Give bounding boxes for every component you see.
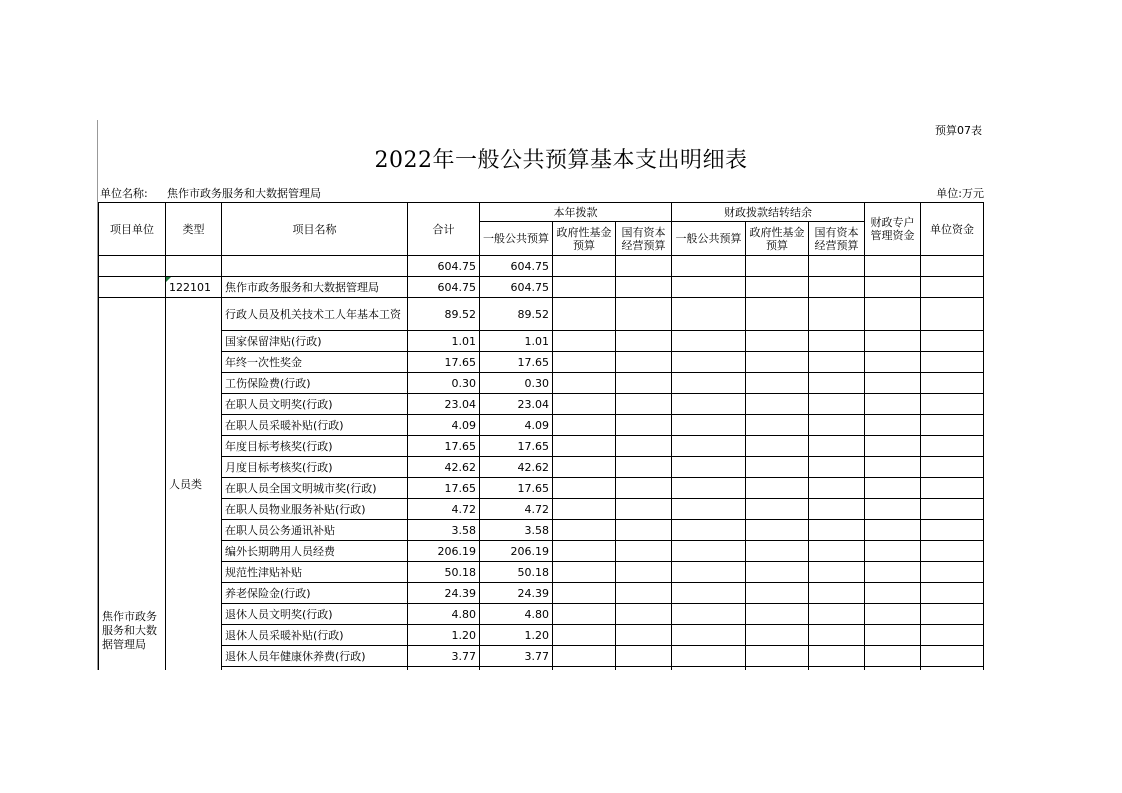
row-general: 17.65 xyxy=(480,352,553,373)
header-general-budget: 一般公共预算 xyxy=(480,222,553,256)
unit-name: 焦作市政务服务和大数据管理局 xyxy=(167,187,321,200)
row-total: 4.09 xyxy=(408,415,480,436)
row-general: 42.62 xyxy=(480,457,553,478)
table-row xyxy=(99,415,984,436)
row-name: 月度目标考核奖(行政) xyxy=(222,457,408,478)
row-total: 604.75 xyxy=(408,256,480,277)
row-name: 养老保险金(行政) xyxy=(222,583,408,604)
group-type: 人员类 xyxy=(166,298,222,670)
row-name: 在职人员全国文明城市奖(行政) xyxy=(222,478,408,499)
currency-unit: 单位:万元 xyxy=(936,187,984,200)
row-name: 编外长期聘用人员经费 xyxy=(222,541,408,562)
row-general: 3.77 xyxy=(480,646,553,667)
table-row xyxy=(99,499,984,520)
row-general: 4.72 xyxy=(480,499,553,520)
row-name: 规范性津贴补贴 xyxy=(222,562,408,583)
row-name: 在职人员采暖补贴(行政) xyxy=(222,415,408,436)
row-general: 24.39 xyxy=(480,583,553,604)
table-row xyxy=(99,541,984,562)
row-total: 89.52 xyxy=(408,298,480,331)
row-total: 42.62 xyxy=(408,457,480,478)
unit-label: 单位名称: xyxy=(100,187,148,200)
header-item: 项目名称 xyxy=(222,203,408,256)
row-name: 在职人员物业服务补贴(行政) xyxy=(222,499,408,520)
row-total: 206.19 xyxy=(408,541,480,562)
table-row xyxy=(99,478,984,499)
row-general: 206.19 xyxy=(480,541,553,562)
row-name: 工伤保险费(行政) xyxy=(222,373,408,394)
table-row xyxy=(99,520,984,541)
table-row-partial xyxy=(99,667,984,670)
header-carry-general-budget: 一般公共预算 xyxy=(672,222,746,256)
row-total: 1.20 xyxy=(408,625,480,646)
row-general: 50.18 xyxy=(480,562,553,583)
row-name: 行政人员及机关技术工人年基本工资 xyxy=(222,298,408,331)
row-name xyxy=(222,256,408,277)
row-total: 50.18 xyxy=(408,562,480,583)
row-name: 在职人员公务通讯补贴 xyxy=(222,520,408,541)
header-total: 合计 xyxy=(408,203,480,256)
table-row xyxy=(99,394,984,415)
row-total: 0.30 xyxy=(408,373,480,394)
row-general: 4.09 xyxy=(480,415,553,436)
row-total: 4.72 xyxy=(408,499,480,520)
row-name: 年度目标考核奖(行政) xyxy=(222,436,408,457)
table-number: 预算07表 xyxy=(935,124,982,137)
row-general: 1.01 xyxy=(480,331,553,352)
row-name: 退休人员年健康休养费(行政) xyxy=(222,646,408,667)
row-total: 3.77 xyxy=(408,646,480,667)
row-total: 3.58 xyxy=(408,520,480,541)
table-row xyxy=(99,373,984,394)
row-general: 3.58 xyxy=(480,520,553,541)
row-general: 89.52 xyxy=(480,298,553,331)
table-row xyxy=(99,646,984,667)
header-current-year: 本年拨款 xyxy=(480,203,672,222)
budget-table xyxy=(98,202,984,670)
row-general: 4.80 xyxy=(480,604,553,625)
table-row xyxy=(99,604,984,625)
row-name: 焦作市政务服务和大数据管理局 xyxy=(222,277,408,298)
row-total: 24.39 xyxy=(408,583,480,604)
header-gov-fund: 政府性基金预算 xyxy=(553,222,616,256)
page-title: 2022年一般公共预算基本支出明细表 xyxy=(374,148,748,173)
header-carryover: 财政拨款结转结余 xyxy=(672,203,865,222)
table-row xyxy=(99,256,984,277)
row-code: 122101 xyxy=(166,277,222,298)
row-general: 1.20 xyxy=(480,625,553,646)
table-row xyxy=(99,583,984,604)
table-row xyxy=(99,562,984,583)
row-total: 17.65 xyxy=(408,436,480,457)
row-name: 退休人员采暖补贴(行政) xyxy=(222,625,408,646)
table-row xyxy=(99,625,984,646)
row-total: 4.80 xyxy=(408,604,480,625)
table-row xyxy=(99,277,984,298)
header-carry-state-capital: 国有资本经营预算 xyxy=(809,222,865,256)
table-row xyxy=(99,331,984,352)
row-general: 23.04 xyxy=(480,394,553,415)
table-row xyxy=(99,352,984,373)
row-name: 国家保留津贴(行政) xyxy=(222,331,408,352)
header-carry-gov-fund: 政府性基金预算 xyxy=(746,222,809,256)
row-general: 604.75 xyxy=(480,256,553,277)
row-total: 17.65 xyxy=(408,352,480,373)
row-general: 0.30 xyxy=(480,373,553,394)
table-row xyxy=(99,457,984,478)
row-name: 在职人员文明奖(行政) xyxy=(222,394,408,415)
row-total: 604.75 xyxy=(408,277,480,298)
row-total: 1.01 xyxy=(408,331,480,352)
unit-info-row xyxy=(100,185,984,201)
table-row xyxy=(99,298,984,331)
row-total: 17.65 xyxy=(408,478,480,499)
header-unit-fund: 单位资金 xyxy=(921,203,984,256)
row-general: 17.65 xyxy=(480,478,553,499)
header-unit: 项目单位 xyxy=(99,203,166,256)
row-name: 退休人员文明奖(行政) xyxy=(222,604,408,625)
header-state-capital: 国有资本经营预算 xyxy=(616,222,672,256)
row-name: 年终一次性奖金 xyxy=(222,352,408,373)
row-general: 604.75 xyxy=(480,277,553,298)
row-total: 23.04 xyxy=(408,394,480,415)
row-general: 17.65 xyxy=(480,436,553,457)
header-type: 类型 xyxy=(166,203,222,256)
table-row xyxy=(99,436,984,457)
group-unit: 焦作市政务服务和大数据管理局 xyxy=(99,298,166,670)
header-special-account: 财政专户管理资金 xyxy=(865,203,921,256)
